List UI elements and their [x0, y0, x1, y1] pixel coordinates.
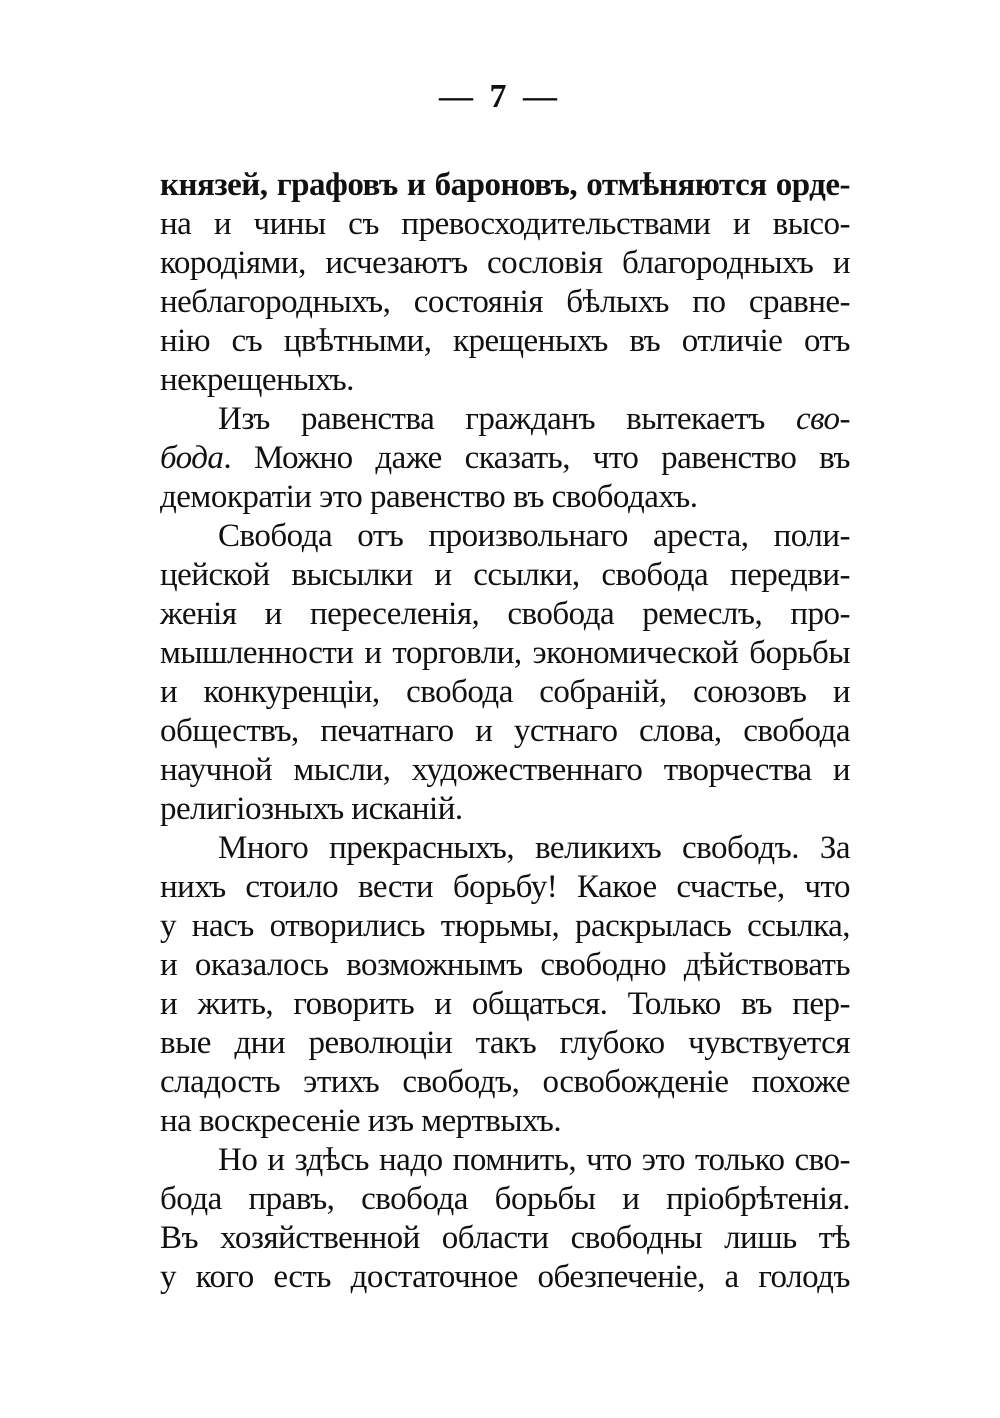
paragraph-3	[160, 517, 850, 829]
text-line: обществъ, печатнаго и устнаго слова, свобода	[160, 713, 850, 749]
text-line: религіозныхъ исканій.	[160, 791, 463, 827]
text-line: кородіями, исчезаютъ сословія благородныхъ и	[160, 245, 850, 281]
text-line	[160, 400, 850, 439]
text-line: нихъ стоило вести борьбу! Какое счастье, что	[160, 869, 850, 905]
text-line	[160, 439, 850, 478]
text-line: научной мысли, художественнаго творчества и	[160, 752, 850, 788]
text-line: у насъ отворились тюрьмы, раскрылась ссылка,	[160, 908, 850, 944]
text-line: Въ хозяйственной области свободны лишь тѣ	[160, 1220, 850, 1256]
text-line: женія и переселенія, свобода ремеслъ, про-	[160, 596, 850, 632]
text-line: мышленности и торговли, экономической борьбы	[160, 635, 850, 671]
text-line: и жить, говорить и общаться. Только въ пер-	[160, 986, 850, 1022]
text-line: князей, графовъ и бароновъ, отмѣняются орде-	[160, 167, 850, 203]
text-line: неблагородныхъ, состоянія бѣлыхъ по сравне-	[160, 284, 850, 320]
italic-emphasis: бода	[160, 440, 224, 476]
paragraph-4	[160, 829, 850, 1141]
text-line: Много прекрасныхъ, великихъ свободъ. За	[218, 830, 850, 866]
page-number: — 7 —	[439, 78, 561, 115]
text-line: вые дни революціи такъ глубоко чувствуется	[160, 1025, 850, 1061]
text-line: у кого есть достаточное обезпеченіе, а голодъ	[160, 1259, 850, 1295]
text-line: некрещеныхъ.	[160, 362, 354, 398]
text-line: нію съ цвѣтными, крещеныхъ въ отличіе отъ	[160, 323, 850, 359]
text-line: на воскресеніе изъ мертвыхъ.	[160, 1103, 562, 1139]
text-line: на и чины съ превосходительствами и высо-	[160, 206, 850, 242]
text-line: сладость этихъ свободъ, освобожденіе похоже	[160, 1064, 850, 1100]
text-run: . Можно даже сказать, что равенство въ	[223, 440, 850, 476]
page-body-text	[160, 166, 850, 1297]
paragraph-1	[160, 166, 850, 400]
text-run: Изъ равенства гражданъ вытекаетъ	[218, 401, 796, 437]
text-line: бода правъ, свобода борьбы и пріобрѣтенія.	[160, 1181, 850, 1217]
italic-emphasis: сво-	[795, 401, 850, 437]
paragraph-2	[160, 400, 850, 517]
text-line: цейской высылки и ссылки, свобода передви-	[160, 557, 850, 593]
text-line: и конкуренціи, свобода собраній, союзовъ и	[160, 674, 850, 710]
text-line: Свобода отъ произвольнаго ареста, поли-	[218, 518, 850, 554]
text-line: демократіи это равенство въ свободахъ.	[160, 479, 698, 515]
paragraph-5	[160, 1141, 850, 1297]
text-line: Но и здѣсь надо помнить, что это только сво-	[218, 1142, 850, 1178]
text-line: и оказалось возможнымъ свободно дѣйствовать	[160, 947, 850, 983]
